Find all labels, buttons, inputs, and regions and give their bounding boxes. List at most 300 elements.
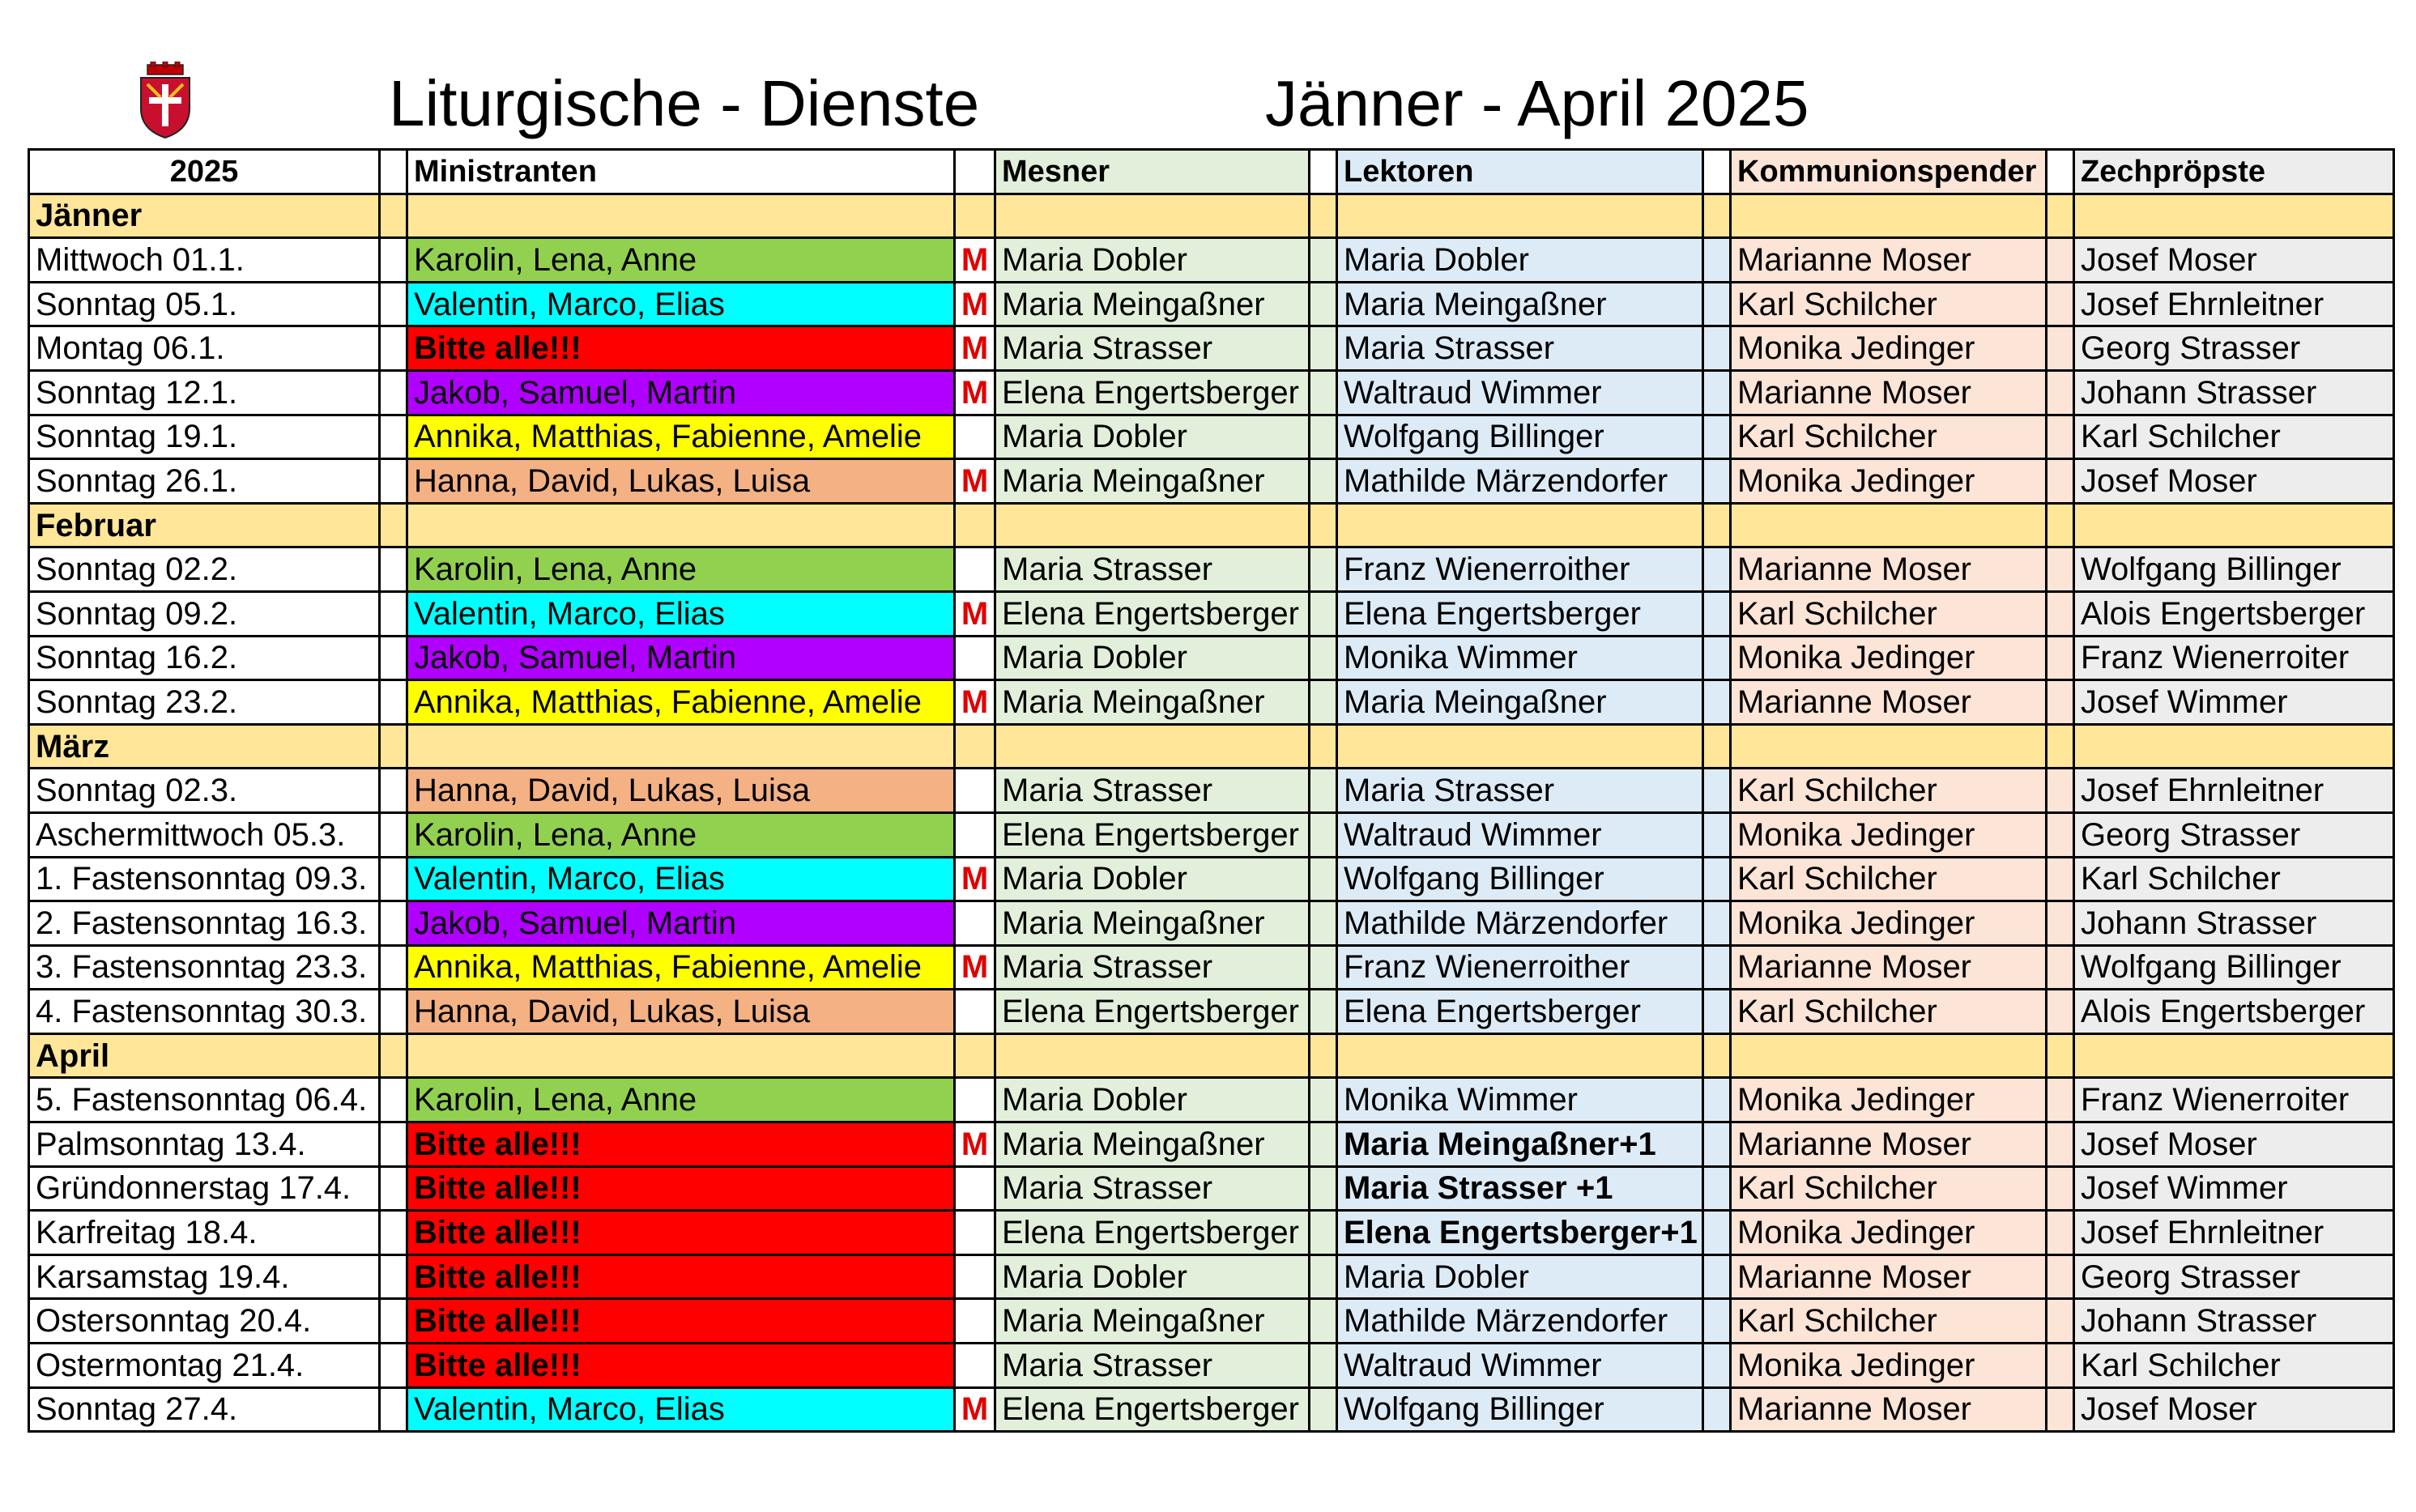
header-kommunionspender: Kommunionspender	[1731, 150, 2047, 194]
spacer-cell	[2047, 1078, 2074, 1122]
spacer-cell	[1310, 503, 1337, 547]
spacer-cell	[1310, 1387, 1337, 1432]
mesner-marker	[955, 547, 995, 592]
kommunionspender-name: Monika Jedinger	[1731, 1344, 2047, 1388]
kommunionspender-name: Marianne Moser	[1731, 547, 2047, 592]
zechpropst-name: Franz Wienerroiter	[2074, 1078, 2394, 1122]
lektor-name: Maria Meingaßner	[1337, 680, 1703, 725]
ministranten-group: Valentin, Marco, Elias	[407, 1387, 955, 1432]
spacer-cell	[1310, 150, 1337, 194]
zechpropst-name: Georg Strasser	[2074, 812, 2394, 857]
kommunionspender-name: Monika Jedinger	[1731, 1078, 2047, 1122]
service-date: Gründonnerstag 17.4.	[29, 1166, 380, 1211]
kommunionspender-name: Karl Schilcher	[1731, 857, 2047, 901]
schedule-row	[29, 812, 2394, 857]
spacer-cell	[1310, 680, 1337, 725]
ministranten-group: Bitte alle!!!	[407, 1211, 955, 1255]
spacer-cell	[2047, 503, 2074, 547]
spacer-cell	[1310, 282, 1337, 326]
lektor-name: Maria Strasser +1	[1337, 1166, 1703, 1211]
spacer-cell	[1703, 1211, 1731, 1255]
spacer-cell	[380, 326, 407, 371]
spacer-cell	[1703, 150, 1731, 194]
schedule-table	[28, 148, 2395, 1433]
service-date: Karsamstag 19.4.	[29, 1254, 380, 1299]
mesner-name: Maria Strasser	[995, 1344, 1310, 1388]
mesner-marker	[955, 1166, 995, 1211]
schedule-body	[29, 150, 2394, 1432]
ministranten-group: Karolin, Lena, Anne	[407, 238, 955, 283]
mesner-name: Maria Dobler	[995, 1254, 1310, 1299]
service-date: Ostersonntag 20.4.	[29, 1299, 380, 1344]
mesner-name: Maria Dobler	[995, 1078, 1310, 1122]
service-date: Sonntag 26.1.	[29, 459, 380, 504]
mesner-marker	[955, 769, 995, 813]
spacer-cell	[1310, 769, 1337, 813]
mesner-marker	[955, 1078, 995, 1122]
spacer-cell	[1310, 1299, 1337, 1344]
service-date: Sonntag 16.2.	[29, 636, 380, 680]
month-band-cell	[1337, 1033, 1703, 1078]
spacer-cell	[1310, 1122, 1337, 1167]
month-band-cell	[2074, 503, 2394, 547]
spacer-cell	[1310, 990, 1337, 1034]
kommunionspender-name: Monika Jedinger	[1731, 1211, 2047, 1255]
zechpropst-name: Karl Schilcher	[2074, 857, 2394, 901]
spacer-cell	[2047, 724, 2074, 769]
mesner-name: Maria Meingaßner	[995, 680, 1310, 725]
zechpropst-name: Johann Strasser	[2074, 370, 2394, 415]
month-band-cell	[2074, 194, 2394, 238]
kommunionspender-name: Karl Schilcher	[1731, 591, 2047, 636]
header-lektoren: Lektoren	[1337, 150, 1703, 194]
spacer-cell	[1703, 1078, 1731, 1122]
lektor-name: Maria Meingaßner+1	[1337, 1122, 1703, 1167]
mesner-name: Maria Strasser	[995, 1166, 1310, 1211]
spacer-cell	[380, 812, 407, 857]
schedule-row	[29, 1078, 2394, 1122]
spacer-cell	[380, 1078, 407, 1122]
month-band-cell	[1337, 194, 1703, 238]
month-label: Februar	[29, 503, 380, 547]
kommunionspender-name: Monika Jedinger	[1731, 812, 2047, 857]
spacer-cell	[2047, 194, 2074, 238]
mesner-marker: M	[955, 1387, 995, 1432]
spacer-cell	[380, 769, 407, 813]
lektor-name: Franz Wienerroither	[1337, 945, 1703, 990]
spacer-cell	[380, 1211, 407, 1255]
spacer-cell	[2047, 812, 2074, 857]
spacer-cell	[1310, 415, 1337, 459]
kommunionspender-name: Marianne Moser	[1731, 1122, 2047, 1167]
spacer-cell	[2047, 857, 2074, 901]
schedule-row	[29, 326, 2394, 371]
spacer-cell	[2047, 1387, 2074, 1432]
spacer-cell	[1703, 591, 1731, 636]
lektor-name: Elena Engertsberger+1	[1337, 1211, 1703, 1255]
mesner-marker	[955, 415, 995, 459]
ministranten-group: Karolin, Lena, Anne	[407, 812, 955, 857]
zechpropst-name: Josef Moser	[2074, 238, 2394, 283]
month-band-cell	[995, 194, 1310, 238]
schedule-row	[29, 1254, 2394, 1299]
service-date: Sonntag 27.4.	[29, 1387, 380, 1432]
schedule-row	[29, 238, 2394, 283]
spacer-cell	[1703, 857, 1731, 901]
lektor-name: Elena Engertsberger	[1337, 591, 1703, 636]
header-mesner: Mesner	[995, 150, 1310, 194]
kommunionspender-name: Monika Jedinger	[1731, 459, 2047, 504]
spacer-cell	[1310, 857, 1337, 901]
header-year: 2025	[29, 150, 380, 194]
spacer-cell	[2047, 150, 2074, 194]
lektor-name: Maria Strasser	[1337, 326, 1703, 371]
zechpropst-name: Karl Schilcher	[2074, 1344, 2394, 1388]
ministranten-group: Bitte alle!!!	[407, 1299, 955, 1344]
spacer-cell	[2047, 680, 2074, 725]
header-ministranten: Ministranten	[407, 150, 955, 194]
service-date: Sonntag 02.2.	[29, 547, 380, 592]
spacer-cell	[380, 194, 407, 238]
mesner-marker	[955, 1344, 995, 1388]
spacer-cell	[1310, 370, 1337, 415]
spacer-cell	[2047, 990, 2074, 1034]
spacer-cell	[1310, 1254, 1337, 1299]
service-date: Sonntag 23.2.	[29, 680, 380, 725]
schedule-row	[29, 1344, 2394, 1388]
ministranten-group: Annika, Matthias, Fabienne, Amelie	[407, 680, 955, 725]
month-row	[29, 194, 2394, 238]
kommunionspender-name: Marianne Moser	[1731, 238, 2047, 283]
kommunionspender-name: Karl Schilcher	[1731, 282, 2047, 326]
schedule-row	[29, 459, 2394, 504]
spacer-cell	[380, 238, 407, 283]
spacer-cell	[380, 945, 407, 990]
spacer-cell	[2047, 1299, 2074, 1344]
marker-cell	[955, 724, 995, 769]
spacer-cell	[380, 370, 407, 415]
mesner-name: Maria Dobler	[995, 636, 1310, 680]
mesner-name: Elena Engertsberger	[995, 1211, 1310, 1255]
mesner-name: Maria Dobler	[995, 415, 1310, 459]
mesner-marker: M	[955, 370, 995, 415]
spacer-cell	[2047, 769, 2074, 813]
page-header	[0, 0, 2416, 146]
spacer-cell	[1703, 1122, 1731, 1167]
kommunionspender-name: Karl Schilcher	[1731, 1299, 2047, 1344]
service-date: Sonntag 02.3.	[29, 769, 380, 813]
mesner-name: Maria Dobler	[995, 857, 1310, 901]
ministranten-group: Annika, Matthias, Fabienne, Amelie	[407, 945, 955, 990]
month-band-cell	[1731, 194, 2047, 238]
lektor-name: Maria Dobler	[1337, 1254, 1703, 1299]
ministranten-group: Jakob, Samuel, Martin	[407, 901, 955, 946]
spacer-cell	[2047, 1211, 2074, 1255]
kommunionspender-name: Monika Jedinger	[1731, 326, 2047, 371]
zechpropst-name: Wolfgang Billinger	[2074, 547, 2394, 592]
spacer-cell	[1703, 370, 1731, 415]
month-row	[29, 724, 2394, 769]
spacer-cell	[2047, 1033, 2074, 1078]
kommunionspender-name: Karl Schilcher	[1731, 1166, 2047, 1211]
service-date: 4. Fastensonntag 30.3.	[29, 990, 380, 1034]
kommunionspender-name: Karl Schilcher	[1731, 769, 2047, 813]
spacer-cell	[2047, 459, 2074, 504]
spacer-cell	[1310, 724, 1337, 769]
ministranten-group: Bitte alle!!!	[407, 1122, 955, 1167]
ministranten-group: Bitte alle!!!	[407, 1254, 955, 1299]
zechpropst-name: Josef Moser	[2074, 1122, 2394, 1167]
spacer-cell	[1703, 547, 1731, 592]
lektor-name: Mathilde Märzendorfer	[1337, 459, 1703, 504]
spacer-cell	[2047, 945, 2074, 990]
lektor-name: Mathilde Märzendorfer	[1337, 901, 1703, 946]
kommunionspender-name: Marianne Moser	[1731, 1254, 2047, 1299]
ministranten-group: Karolin, Lena, Anne	[407, 1078, 955, 1122]
spacer-cell	[1310, 636, 1337, 680]
service-date: Sonntag 05.1.	[29, 282, 380, 326]
zechpropst-name: Josef Wimmer	[2074, 680, 2394, 725]
zechpropst-name: Alois Engertsberger	[2074, 591, 2394, 636]
service-date: Montag 06.1.	[29, 326, 380, 371]
spacer-cell	[1310, 945, 1337, 990]
spacer-cell	[1703, 1344, 1731, 1388]
spacer-cell	[380, 636, 407, 680]
spacer-cell	[2047, 326, 2074, 371]
schedule-row	[29, 945, 2394, 990]
spacer-cell	[1310, 194, 1337, 238]
mesner-name: Maria Dobler	[995, 238, 1310, 283]
zechpropst-name: Johann Strasser	[2074, 901, 2394, 946]
spacer-cell	[2047, 1344, 2074, 1388]
service-date: 2. Fastensonntag 16.3.	[29, 901, 380, 946]
month-band-cell	[1731, 1033, 2047, 1078]
ministranten-group: Karolin, Lena, Anne	[407, 547, 955, 592]
month-band-cell	[1337, 724, 1703, 769]
mesner-name: Maria Meingaßner	[995, 901, 1310, 946]
kommunionspender-name: Marianne Moser	[1731, 1387, 2047, 1432]
mesner-name: Elena Engertsberger	[995, 1387, 1310, 1432]
spacer-cell	[2047, 636, 2074, 680]
ministranten-group: Bitte alle!!!	[407, 1344, 955, 1388]
mesner-name: Elena Engertsberger	[995, 812, 1310, 857]
header-row	[29, 150, 2394, 194]
service-date: Aschermittwoch 05.3.	[29, 812, 380, 857]
kommunionspender-name: Karl Schilcher	[1731, 990, 2047, 1034]
spacer-cell	[380, 1254, 407, 1299]
spacer-cell	[2047, 238, 2074, 283]
month-band-cell	[995, 503, 1310, 547]
service-date: Palmsonntag 13.4.	[29, 1122, 380, 1167]
spacer-cell	[1703, 238, 1731, 283]
service-date: Sonntag 12.1.	[29, 370, 380, 415]
spacer-cell	[1703, 901, 1731, 946]
spacer-cell	[380, 547, 407, 592]
lektor-name: Wolfgang Billinger	[1337, 1387, 1703, 1432]
spacer-cell	[1310, 459, 1337, 504]
header-zechproepste: Zechpröpste	[2074, 150, 2394, 194]
mesner-name: Elena Engertsberger	[995, 370, 1310, 415]
spacer-cell	[1703, 326, 1731, 371]
month-band-cell	[407, 724, 955, 769]
ministranten-group: Hanna, David, Lukas, Luisa	[407, 769, 955, 813]
mesner-marker: M	[955, 282, 995, 326]
zechpropst-name: Franz Wienerroiter	[2074, 636, 2394, 680]
spacer-cell	[2047, 415, 2074, 459]
month-row	[29, 1033, 2394, 1078]
month-row	[29, 503, 2394, 547]
ministranten-group: Valentin, Marco, Elias	[407, 591, 955, 636]
zechpropst-name: Josef Moser	[2074, 1387, 2394, 1432]
marker-cell	[955, 503, 995, 547]
zechpropst-name: Alois Engertsberger	[2074, 990, 2394, 1034]
spacer-cell	[1703, 680, 1731, 725]
spacer-cell	[2047, 547, 2074, 592]
mesner-marker: M	[955, 680, 995, 725]
ministranten-group: Annika, Matthias, Fabienne, Amelie	[407, 415, 955, 459]
spacer-cell	[1703, 636, 1731, 680]
mesner-name: Maria Strasser	[995, 945, 1310, 990]
ministranten-group: Valentin, Marco, Elias	[407, 857, 955, 901]
spacer-cell	[1703, 459, 1731, 504]
spacer-cell	[2047, 591, 2074, 636]
kommunionspender-name: Marianne Moser	[1731, 680, 2047, 725]
mesner-marker	[955, 1211, 995, 1255]
month-band-cell	[407, 503, 955, 547]
schedule-row	[29, 901, 2394, 946]
zechpropst-name: Josef Ehrnleitner	[2074, 1211, 2394, 1255]
spacer-cell	[380, 1122, 407, 1167]
ministranten-group: Hanna, David, Lukas, Luisa	[407, 459, 955, 504]
spacer-cell	[1310, 591, 1337, 636]
schedule-row	[29, 636, 2394, 680]
month-label: April	[29, 1033, 380, 1078]
zechpropst-name: Josef Wimmer	[2074, 1166, 2394, 1211]
lektor-name: Wolfgang Billinger	[1337, 415, 1703, 459]
spacer-cell	[1310, 326, 1337, 371]
ministranten-group: Bitte alle!!!	[407, 326, 955, 371]
spacer-cell	[2047, 1166, 2074, 1211]
service-date: 5. Fastensonntag 06.4.	[29, 1078, 380, 1122]
mesner-name: Maria Meingaßner	[995, 459, 1310, 504]
service-date: 3. Fastensonntag 23.3.	[29, 945, 380, 990]
mesner-marker: M	[955, 945, 995, 990]
spacer-cell	[1703, 1254, 1731, 1299]
mesner-name: Maria Strasser	[995, 547, 1310, 592]
schedule-row	[29, 282, 2394, 326]
spacer-cell	[380, 1299, 407, 1344]
service-date: Karfreitag 18.4.	[29, 1211, 380, 1255]
mesner-name: Maria Strasser	[995, 326, 1310, 371]
spacer-cell	[1703, 1033, 1731, 1078]
schedule-row	[29, 591, 2394, 636]
kommunionspender-name: Karl Schilcher	[1731, 415, 2047, 459]
schedule-row	[29, 769, 2394, 813]
spacer-cell	[1310, 1078, 1337, 1122]
spacer-cell	[380, 990, 407, 1034]
mesner-marker: M	[955, 459, 995, 504]
spacer-cell	[1310, 812, 1337, 857]
mesner-marker	[955, 990, 995, 1034]
mesner-marker: M	[955, 326, 995, 371]
spacer-cell	[1703, 990, 1731, 1034]
ministranten-group: Bitte alle!!!	[407, 1166, 955, 1211]
spacer-cell	[1310, 547, 1337, 592]
mesner-marker	[955, 636, 995, 680]
month-band-cell	[995, 724, 1310, 769]
month-label: Jänner	[29, 194, 380, 238]
kommunionspender-name: Monika Jedinger	[1731, 901, 2047, 946]
month-band-cell	[407, 194, 955, 238]
service-date: Ostermontag 21.4.	[29, 1344, 380, 1388]
lektor-name: Monika Wimmer	[1337, 1078, 1703, 1122]
spacer-cell	[1703, 812, 1731, 857]
spacer-cell	[380, 282, 407, 326]
kommunionspender-name: Monika Jedinger	[1731, 636, 2047, 680]
schedule-row	[29, 680, 2394, 725]
schedule-row	[29, 1387, 2394, 1432]
spacer-cell	[1310, 901, 1337, 946]
schedule-row	[29, 1299, 2394, 1344]
lektor-name: Maria Meingaßner	[1337, 282, 1703, 326]
spacer-cell	[380, 1166, 407, 1211]
mesner-marker	[955, 1299, 995, 1344]
spacer-cell	[380, 680, 407, 725]
zechpropst-name: Karl Schilcher	[2074, 415, 2394, 459]
spacer-cell	[380, 857, 407, 901]
schedule-row	[29, 990, 2394, 1034]
mesner-marker: M	[955, 238, 995, 283]
mesner-name: Elena Engertsberger	[995, 591, 1310, 636]
spacer-cell	[1310, 1344, 1337, 1388]
zechpropst-name: Josef Ehrnleitner	[2074, 769, 2394, 813]
lektor-name: Maria Dobler	[1337, 238, 1703, 283]
month-band-cell	[2074, 724, 2394, 769]
zechpropst-name: Josef Moser	[2074, 459, 2394, 504]
parish-crest-icon	[136, 62, 194, 139]
spacer-cell	[1703, 945, 1731, 990]
spacer-cell	[2047, 282, 2074, 326]
schedule-row	[29, 370, 2394, 415]
month-band-cell	[995, 1033, 1310, 1078]
spacer-cell	[1310, 1166, 1337, 1211]
spacer-cell	[1703, 724, 1731, 769]
spacer-cell	[380, 724, 407, 769]
spacer-cell	[1703, 1387, 1731, 1432]
spacer-cell	[380, 1033, 407, 1078]
lektor-name: Waltraud Wimmer	[1337, 812, 1703, 857]
ministranten-group: Jakob, Samuel, Martin	[407, 370, 955, 415]
month-band-cell	[407, 1033, 955, 1078]
mesner-marker: M	[955, 1122, 995, 1167]
lektor-name: Monika Wimmer	[1337, 636, 1703, 680]
zechpropst-name: Georg Strasser	[2074, 1254, 2394, 1299]
service-date: 1. Fastensonntag 09.3.	[29, 857, 380, 901]
mesner-name: Maria Strasser	[995, 769, 1310, 813]
mesner-name: Maria Meingaßner	[995, 1299, 1310, 1344]
mesner-marker	[955, 812, 995, 857]
month-band-cell	[2074, 1033, 2394, 1078]
schedule-row	[29, 1211, 2394, 1255]
period-title: Jänner - April 2025	[1265, 67, 1809, 139]
marker-cell	[955, 150, 995, 194]
zechpropst-name: Johann Strasser	[2074, 1299, 2394, 1344]
spacer-cell	[2047, 370, 2074, 415]
lektor-name: Waltraud Wimmer	[1337, 370, 1703, 415]
spacer-cell	[380, 459, 407, 504]
zechpropst-name: Josef Ehrnleitner	[2074, 282, 2394, 326]
lektor-name: Wolfgang Billinger	[1337, 857, 1703, 901]
